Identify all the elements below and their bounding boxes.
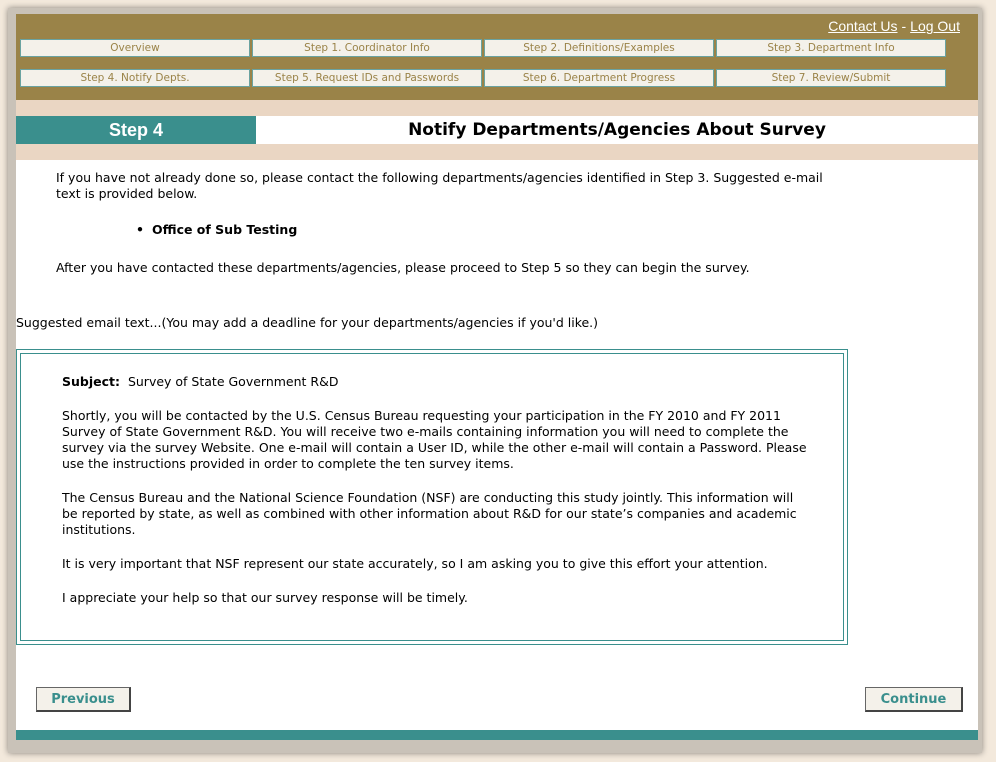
previous-button[interactable]: Previous xyxy=(36,687,131,712)
page xyxy=(16,14,978,740)
nav-step-1[interactable]: Step 1. Coordinator Info xyxy=(252,39,482,57)
email-paragraph-2: The Census Bureau and the National Science Foundation (NSF) are conducting this study jointly. This information will be reported by state, as well as combined with other information about R&D for our state’s companies and academic institutions. xyxy=(62,490,797,537)
intro-text: If you have not already done so, please contact the following departments/agencies identified in Step 3. Suggested e-mail text is provided below. xyxy=(56,170,823,201)
link-separator: - xyxy=(901,18,907,34)
band-bottom xyxy=(16,144,978,160)
nav-step-5[interactable]: Step 5. Request IDs and Passwords xyxy=(252,69,482,87)
email-paragraph-3: It is very important that NSF represent our state accurately, so I am asking you to give this effort your attention. xyxy=(62,556,768,571)
log-out-link[interactable]: Log Out xyxy=(910,18,960,34)
email-text xyxy=(62,374,812,624)
step-tag: Step 4 xyxy=(16,116,256,144)
email-box-inner xyxy=(20,353,844,641)
nav-step-2[interactable]: Step 2. Definitions/Examples xyxy=(484,39,714,57)
department-list xyxy=(136,222,297,237)
nav-step-4[interactable]: Step 4. Notify Depts. xyxy=(20,69,250,87)
after-text: After you have contacted these departments/agencies, please proceed to Step 5 so they can begin the survey. xyxy=(56,260,750,275)
header-links xyxy=(828,18,960,34)
continue-button[interactable]: Continue xyxy=(865,687,963,712)
email-subject: Survey of State Government R&D xyxy=(127,374,339,389)
header-bar xyxy=(16,14,978,100)
nav-row-2 xyxy=(20,69,946,87)
nav-row-1 xyxy=(20,39,946,57)
step-header xyxy=(16,116,978,144)
nav-step-6[interactable]: Step 6. Department Progress xyxy=(484,69,714,87)
nav-step-3[interactable]: Step 3. Department Info xyxy=(716,39,946,57)
list-item: • Office of Sub Testing xyxy=(136,222,297,237)
suggest-text: Suggested email text...(You may add a deadline for your departments/agencies if you'd like.) xyxy=(16,315,599,330)
nav-overview[interactable]: Overview xyxy=(20,39,250,57)
email-subject-line xyxy=(62,374,812,390)
email-box xyxy=(16,349,848,645)
band-top xyxy=(16,100,978,116)
email-subject-label: Subject: xyxy=(62,374,120,389)
footer-bar xyxy=(16,730,978,740)
page-title: Notify Departments/Agencies About Survey xyxy=(408,120,826,140)
email-paragraph-1: Shortly, you will be contacted by the U.S. Census Bureau requesting your participation in the FY 2010 and FY 2011 Survey of State Government R&D. You will receive two e-mails containing information you will need to complete the survey via the survey Website. One e-mail will contain a User ID, while the other e-mail will contain a Password. Please use the instructions provided in order to complete the ten survey items. xyxy=(62,408,807,471)
email-paragraph-4: I appreciate your help so that our survey response will be timely. xyxy=(62,590,468,605)
nav-step-7[interactable]: Step 7. Review/Submit xyxy=(716,69,946,87)
contact-us-link[interactable]: Contact Us xyxy=(828,18,898,34)
